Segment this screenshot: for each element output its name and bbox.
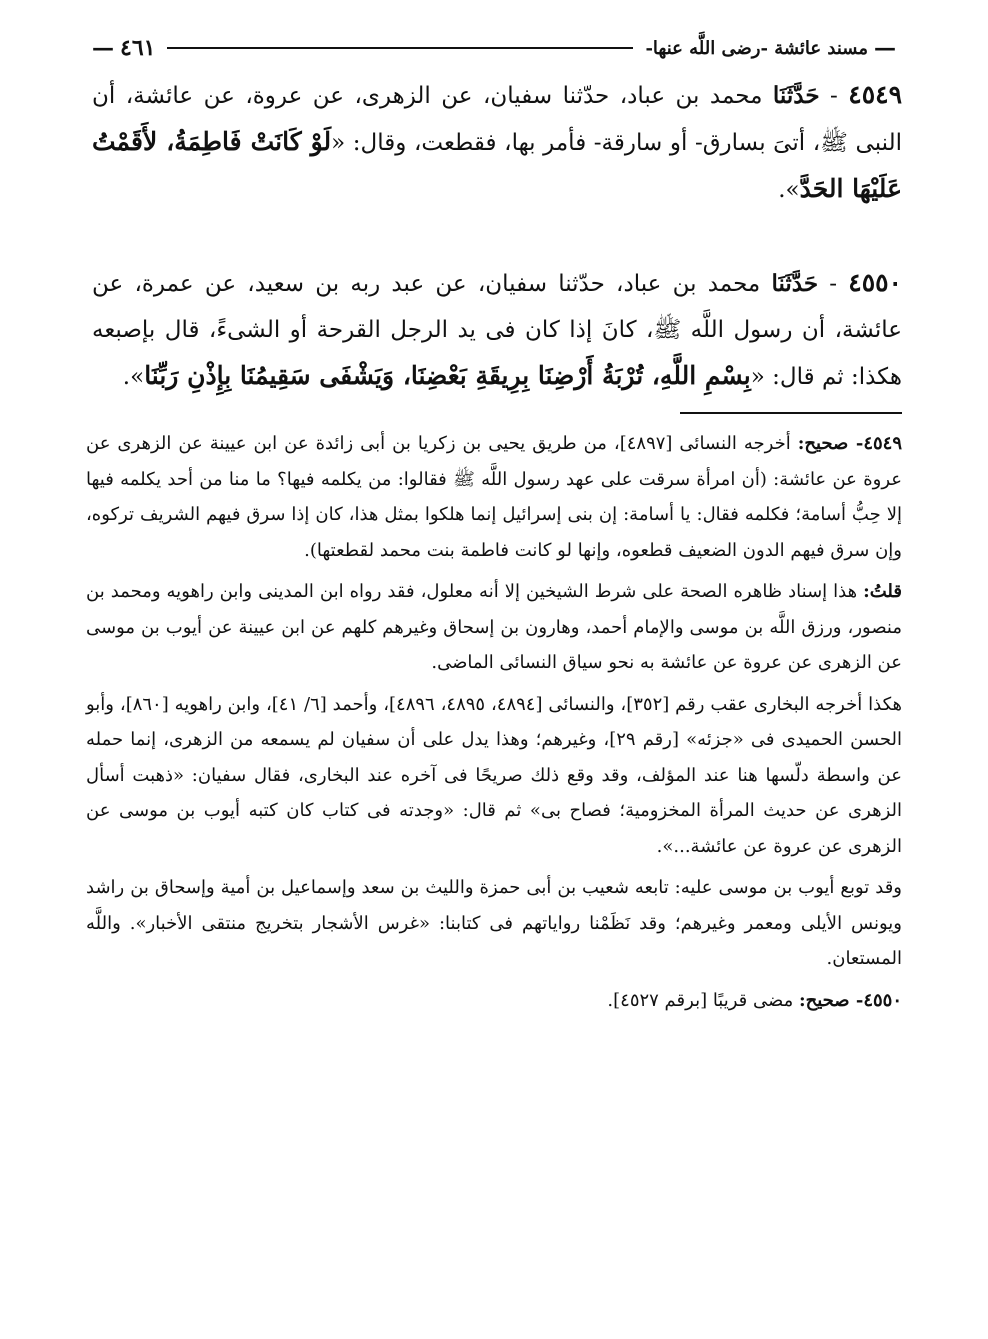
header-dash-right: —: [874, 35, 896, 61]
hadith-number: ٤٥٤٩: [848, 80, 902, 109]
footnotes: [86, 426, 902, 1018]
header-title: مسند عائشة -رضى اللَّه عنها-: [645, 37, 868, 59]
note-4550: [86, 983, 902, 1019]
hadith-end: ».: [778, 177, 800, 203]
haddathana: حَدَّثَنَا: [771, 270, 819, 297]
hadith-isnad: محمد بن عباد، حدّثنا سفيان، عن عبد ربه بن سعيد، عن عمرة، عن عائشة، أن رسول اللَّه ﷺ، كانَ إذا كان فى يد الرجل القرحة أو الشىءً، قال بإصبعه هكذا: ثم قال: «: [92, 271, 902, 390]
running-header: [86, 30, 902, 66]
note-lead: ٤٥٥٠- صحيح:: [798, 989, 902, 1011]
hadith-end: ».: [122, 364, 145, 390]
header-dash-left: —: [92, 35, 114, 61]
haddathana: حَدَّثَنَا: [772, 82, 820, 109]
qultu-text: هذا إسناد ظاهره الصحة على شرط الشيخين إلا أنه معلول، فقد رواه ابن المدينى وابن راهويه ومحمد بن منصور، ورزق اللَّه بن موسى والإمام أحمد، وهارون بن إسحاق وغيرهم كلهم عن ابن عيينة عن أيوب بن موسى عن الزهرى عن عروة عن عائشة به نحو سياق النسائى الماضى.: [86, 581, 902, 673]
footnote-divider: [680, 412, 902, 414]
note-4549: [86, 426, 902, 568]
hadith-matn: بِسْمِ اللَّهِ، تُرْبَةُ أَرْضِنَا بِرِيقَةِ بَعْضِنَا، وَيَشْفَى سَقِيمُنَا بِإِذْنِ رَبِّنَا: [144, 361, 751, 390]
header-rule: [167, 47, 633, 49]
hadith-number: ٤٥٥٠: [848, 268, 902, 297]
note-text: مضى قريبًا [برقم ٤٥٢٧].: [607, 989, 799, 1011]
note-paragraph: هكذا أخرجه البخارى عقب رقم [٣٥٢]، والنسائى [٤٨٩٤، ٤٨٩٥، ٤٨٩٦]، وأحمد [٦/ ٤١]، وابن راهويه [٨٦٠]، وأبو الحسن الحميدى فى «جزئه» [رقم ٢٩]، وغيرهم؛ وهذا يدل على أن سفيان لم يسمعه من الزهرى، إنما حمله عن واسطة دلّسها هنا عند المؤلف، وقد وقع ذلك صريحًا فى آخره عند البخارى، فقال سفيان: «ذهبت أسأل الزهرى عن حديث المرأة المخزومية؛ فصاح بى» ثم قال: «وجدته فى كتاب كان كتبه أيوب بن موسى عن الزهرى عن عروة عن عائشة...».: [86, 693, 903, 857]
hadith-sep: -: [819, 83, 849, 109]
qultu-label: قلتُ:: [863, 581, 902, 602]
hadith-4550: [92, 260, 950, 400]
note-paragraph: وقد توبع أيوب بن موسى عليه: تابعه شعيب بن أبى حمزة والليث بن سعد وإسماعيل بن أمية وإسحاق بن راشد ويونس الأيلى ومعمر وغيرهم؛ وقد نَظَمْنا رواياتهم فى كتابنا: «غرس الأشجار بتخريج منتقى الأخبار». واللَّه المستعان.: [86, 877, 902, 969]
note-qultu: [86, 574, 902, 681]
hadith-sep: -: [818, 271, 849, 297]
page-number: ٤٦١: [120, 35, 156, 61]
note-lead: ٤٥٤٩- صحيح:: [797, 433, 903, 454]
hadith-isnad: محمد بن عباد، حدّثنا سفيان، عن الزهرى، عن عروة، عن عائشة، أن النبى ﷺ، أتىَ بسارق- أو سارقة- فأمر بها، فقطعت، وقال: «: [92, 83, 902, 156]
hadith-matn: لَوْ كَانَتْ فَاطِمَةُ، لأَقَمْتُ عَلَيْهَا الحَدَّ: [92, 127, 902, 203]
note-text: أخرجه النسائى [٤٨٩٧]، من طريق يحيى بن زكريا بن أبى زائدة عن ابن عيينة عن الزهرى عن عروة عن عائشة: (أن امرأة سرقت على عهد رسول اللَّه ﷺ فقالوا: من يكلمه فيها؟ ما منا من أحد يكلمه فيها إلا حِبُّ أسامة؛ فكلمه فقال: يا أسامة: إن بنى إسرائيل إنما هلكوا بمثل هذا، كان إذا سرق فيهم الشريف تركوه، وإن سرق فيهم الدون الضعيف قطعوه، وإنها لو كانت فاطمة بنت محمد لقطعتها).: [86, 433, 902, 561]
hadith-4549: [92, 72, 950, 213]
